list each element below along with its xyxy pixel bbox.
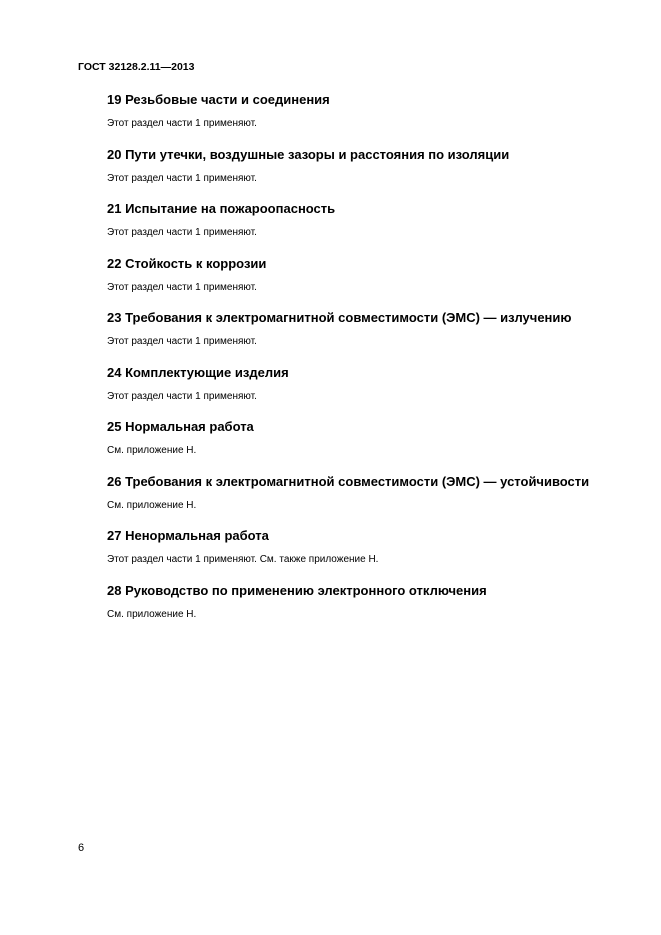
- section-text: Этот раздел части 1 применяют.: [107, 336, 257, 347]
- section: [107, 583, 487, 621]
- section-title: 21 Испытание на пожароопасность: [107, 201, 336, 216]
- section-text: Этот раздел части 1 применяют.: [107, 227, 257, 238]
- section: [107, 92, 330, 130]
- section: [107, 256, 266, 294]
- document-header: ГОСТ 32128.2.11—2013: [78, 61, 195, 73]
- section: [107, 201, 335, 239]
- section-title: 20 Пути утечки, воздушные зазоры и расстояния по изоляции: [107, 146, 510, 162]
- section-title: 24 Комплектующие изделия: [107, 364, 289, 380]
- section-title: 27 Ненормальная работа: [107, 528, 269, 543]
- section: [107, 147, 509, 185]
- section: [107, 365, 289, 403]
- section-title: 19 Резьбовые части и соединения: [107, 92, 330, 107]
- section-title: 26 Требования к электромагнитной совместимости (ЭМС) — устойчивости: [107, 473, 590, 489]
- section: [107, 474, 589, 512]
- section: [107, 419, 254, 457]
- section-text: Этот раздел части 1 применяют.: [107, 118, 257, 129]
- section-text: Этот раздел части 1 применяют.: [107, 172, 257, 184]
- section-text: См. приложение Н.: [107, 608, 197, 620]
- section-title: 22 Стойкость к коррозии: [107, 255, 267, 271]
- section-text: Этот раздел части 1 применяют.: [107, 281, 257, 293]
- section-title: 28 Руководство по применению электронного отключения: [107, 582, 487, 598]
- section-text: См. приложение Н.: [107, 445, 197, 456]
- section-title: 25 Нормальная работа: [107, 419, 254, 434]
- section-title: 23 Требования к электромагнитной совместимости (ЭМС) — излучению: [107, 310, 572, 325]
- section-text: Этот раздел части 1 применяют. См. также приложение Н.: [107, 554, 379, 565]
- section-text: Этот раздел части 1 применяют.: [107, 390, 257, 402]
- section-text: См. приложение Н.: [107, 499, 197, 511]
- section: [107, 310, 572, 348]
- page-number: 6: [78, 842, 85, 854]
- section: [107, 528, 378, 566]
